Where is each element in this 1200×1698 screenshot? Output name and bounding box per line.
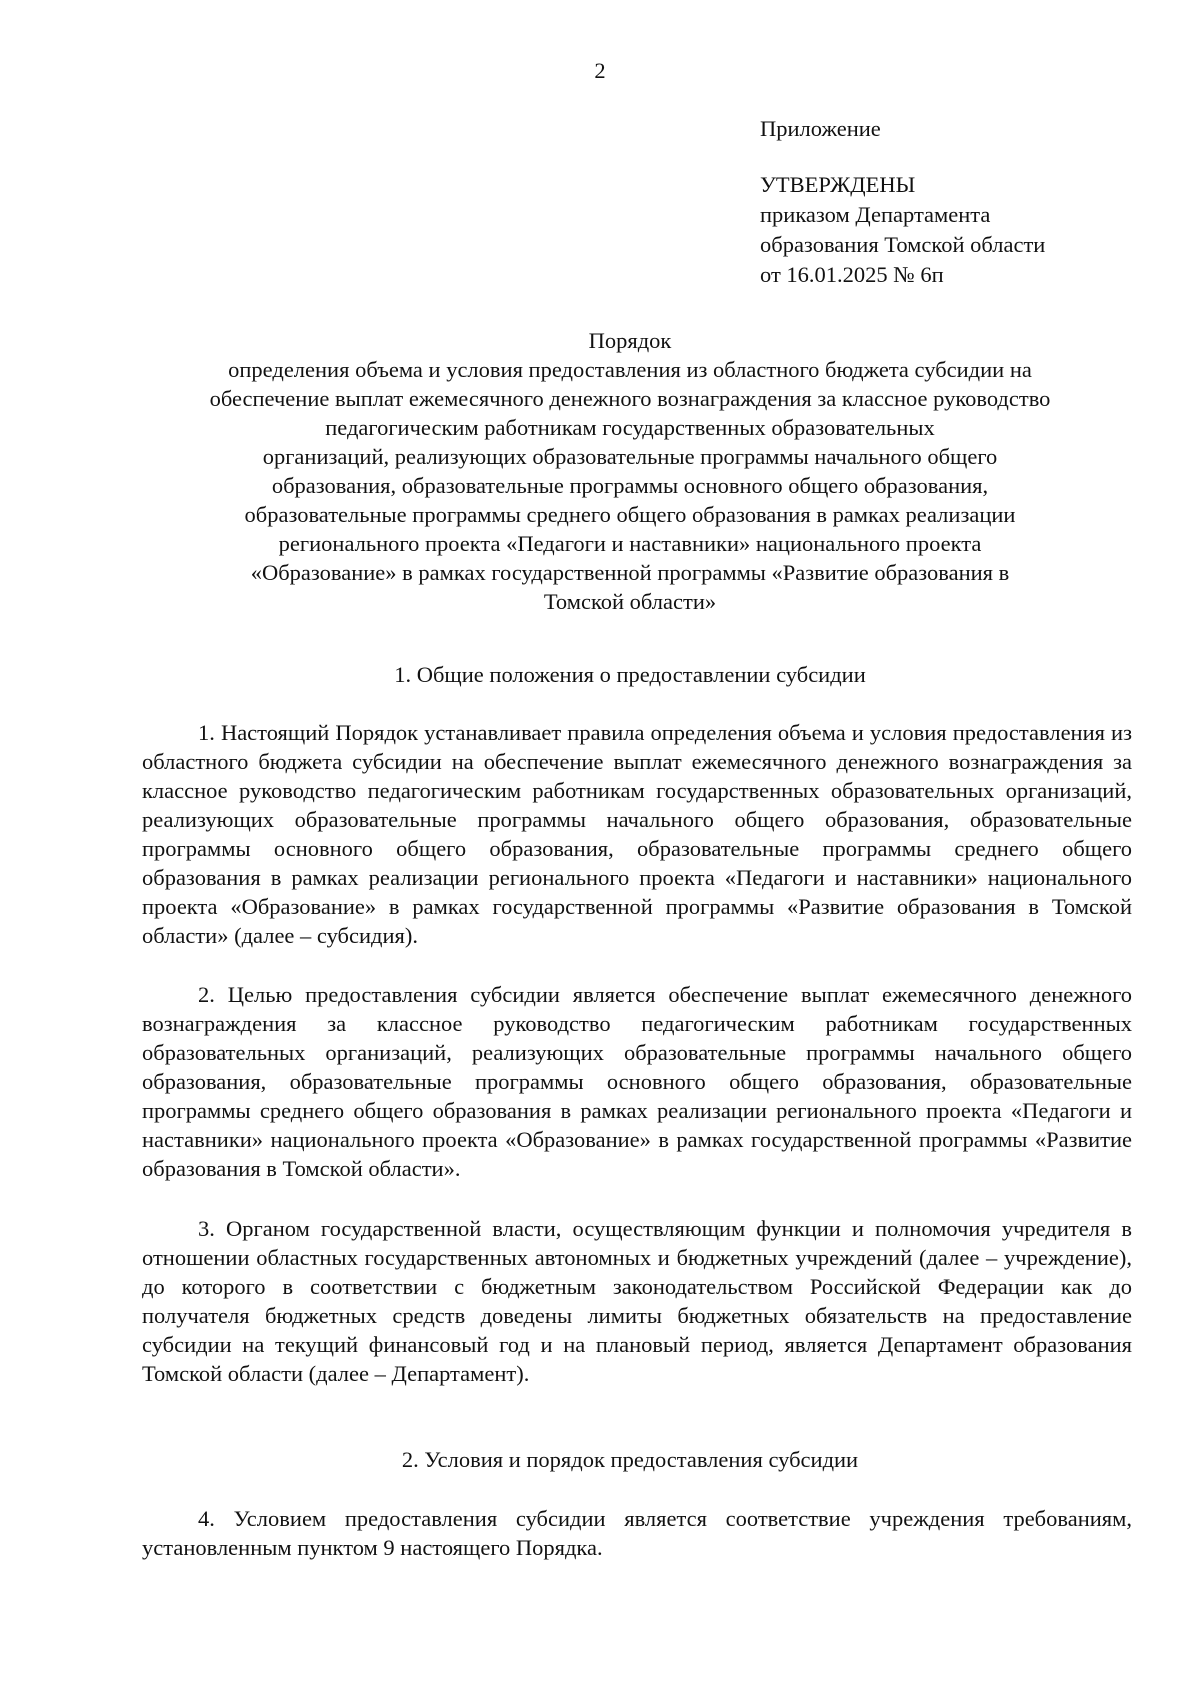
title-heading: Порядок	[588, 328, 672, 353]
title-line: образования, образовательные программы основного общего образования,	[271, 473, 989, 498]
paragraph-2: 2. Целью предоставления субсидии является обеспечение выплат ежемесячного денежного вознаграждения за классное руководство педагогическим работникам государственных образовательных организаций, реализующих образовательные программы начального общего образования, образовательные программы основного общего образования, образовательные программы среднего общего образования в рамках реализации регионального проекта «Педагоги и наставники» национального проекта «Образование» в рамках государственной программы «Развитие образования в Томской области».	[142, 982, 1132, 1181]
title-line: педагогическим работникам государственных образовательных	[325, 415, 935, 440]
paragraph-3: 3. Органом государственной власти, осуществляющим функции и полномочия учредителя в отношении областных государственных автономных и бюджетных учреждений (далее – учреждение), до которого в соответствии с бюджетным законодательством Российской Федерации как до получателя бюджетных средств доведены лимиты бюджетных обязательств на предоставление субсидии на текущий финансовый год и на плановый период, является Департамент образования Томской области (далее – Департамент).	[142, 1216, 1132, 1386]
title-line: определения объема и условия предоставления из областного бюджета субсидии на	[228, 357, 1032, 382]
title-line: организаций, реализующих образовательные программы начального общего	[262, 444, 998, 469]
section-heading-2: 2. Условия и порядок предоставления субсидии	[401, 1447, 859, 1472]
paragraph-1: 1. Настоящий Порядок устанавливает правила определения объема и условия предоставления из областного бюджета субсидии на обеспечение выплат ежемесячного денежного вознаграждения за классное руководство педагогическим работникам государственных образовательных организаций, реализующих образовательные программы начального общего образования, образовательные программы основного общего образования, образовательные программы среднего общего образования в рамках реализации регионального проекта «Педагоги и наставники» национального проекта «Образование» в рамках государственной программы «Развитие образования в Томской области» (далее – субсидия).	[142, 720, 1132, 948]
paragraph-4: 4. Условием предоставления субсидии является соответствие учреждения требованиям, установленным пунктом 9 настоящего Порядка.	[142, 1506, 1132, 1560]
document-title	[130, 326, 1130, 616]
page-number: 2	[594, 58, 606, 83]
title-line: обеспечение выплат ежемесячного денежного вознаграждения за классное руководство	[209, 386, 1051, 411]
approval-line: приказом Департамента	[760, 202, 991, 227]
approval-stamp	[760, 114, 1045, 290]
title-line: «Образование» в рамках государственной программы «Развитие образования в	[250, 560, 1010, 585]
title-line: Томской области»	[543, 589, 717, 614]
title-line: регионального проекта «Педагоги и наставники» национального проекта	[278, 531, 982, 556]
title-line: образовательные программы среднего общего образования в рамках реализации	[244, 502, 1016, 527]
approval-line: образования Томской области	[760, 232, 1046, 257]
approval-date: от 16.01.2025 № 6п	[760, 262, 944, 287]
approved-label: УТВЕРЖДЕНЫ	[760, 172, 916, 197]
appendix-label: Приложение	[760, 116, 881, 141]
section-heading-1: 1. Общие положения о предоставлении субсидии	[394, 662, 866, 687]
